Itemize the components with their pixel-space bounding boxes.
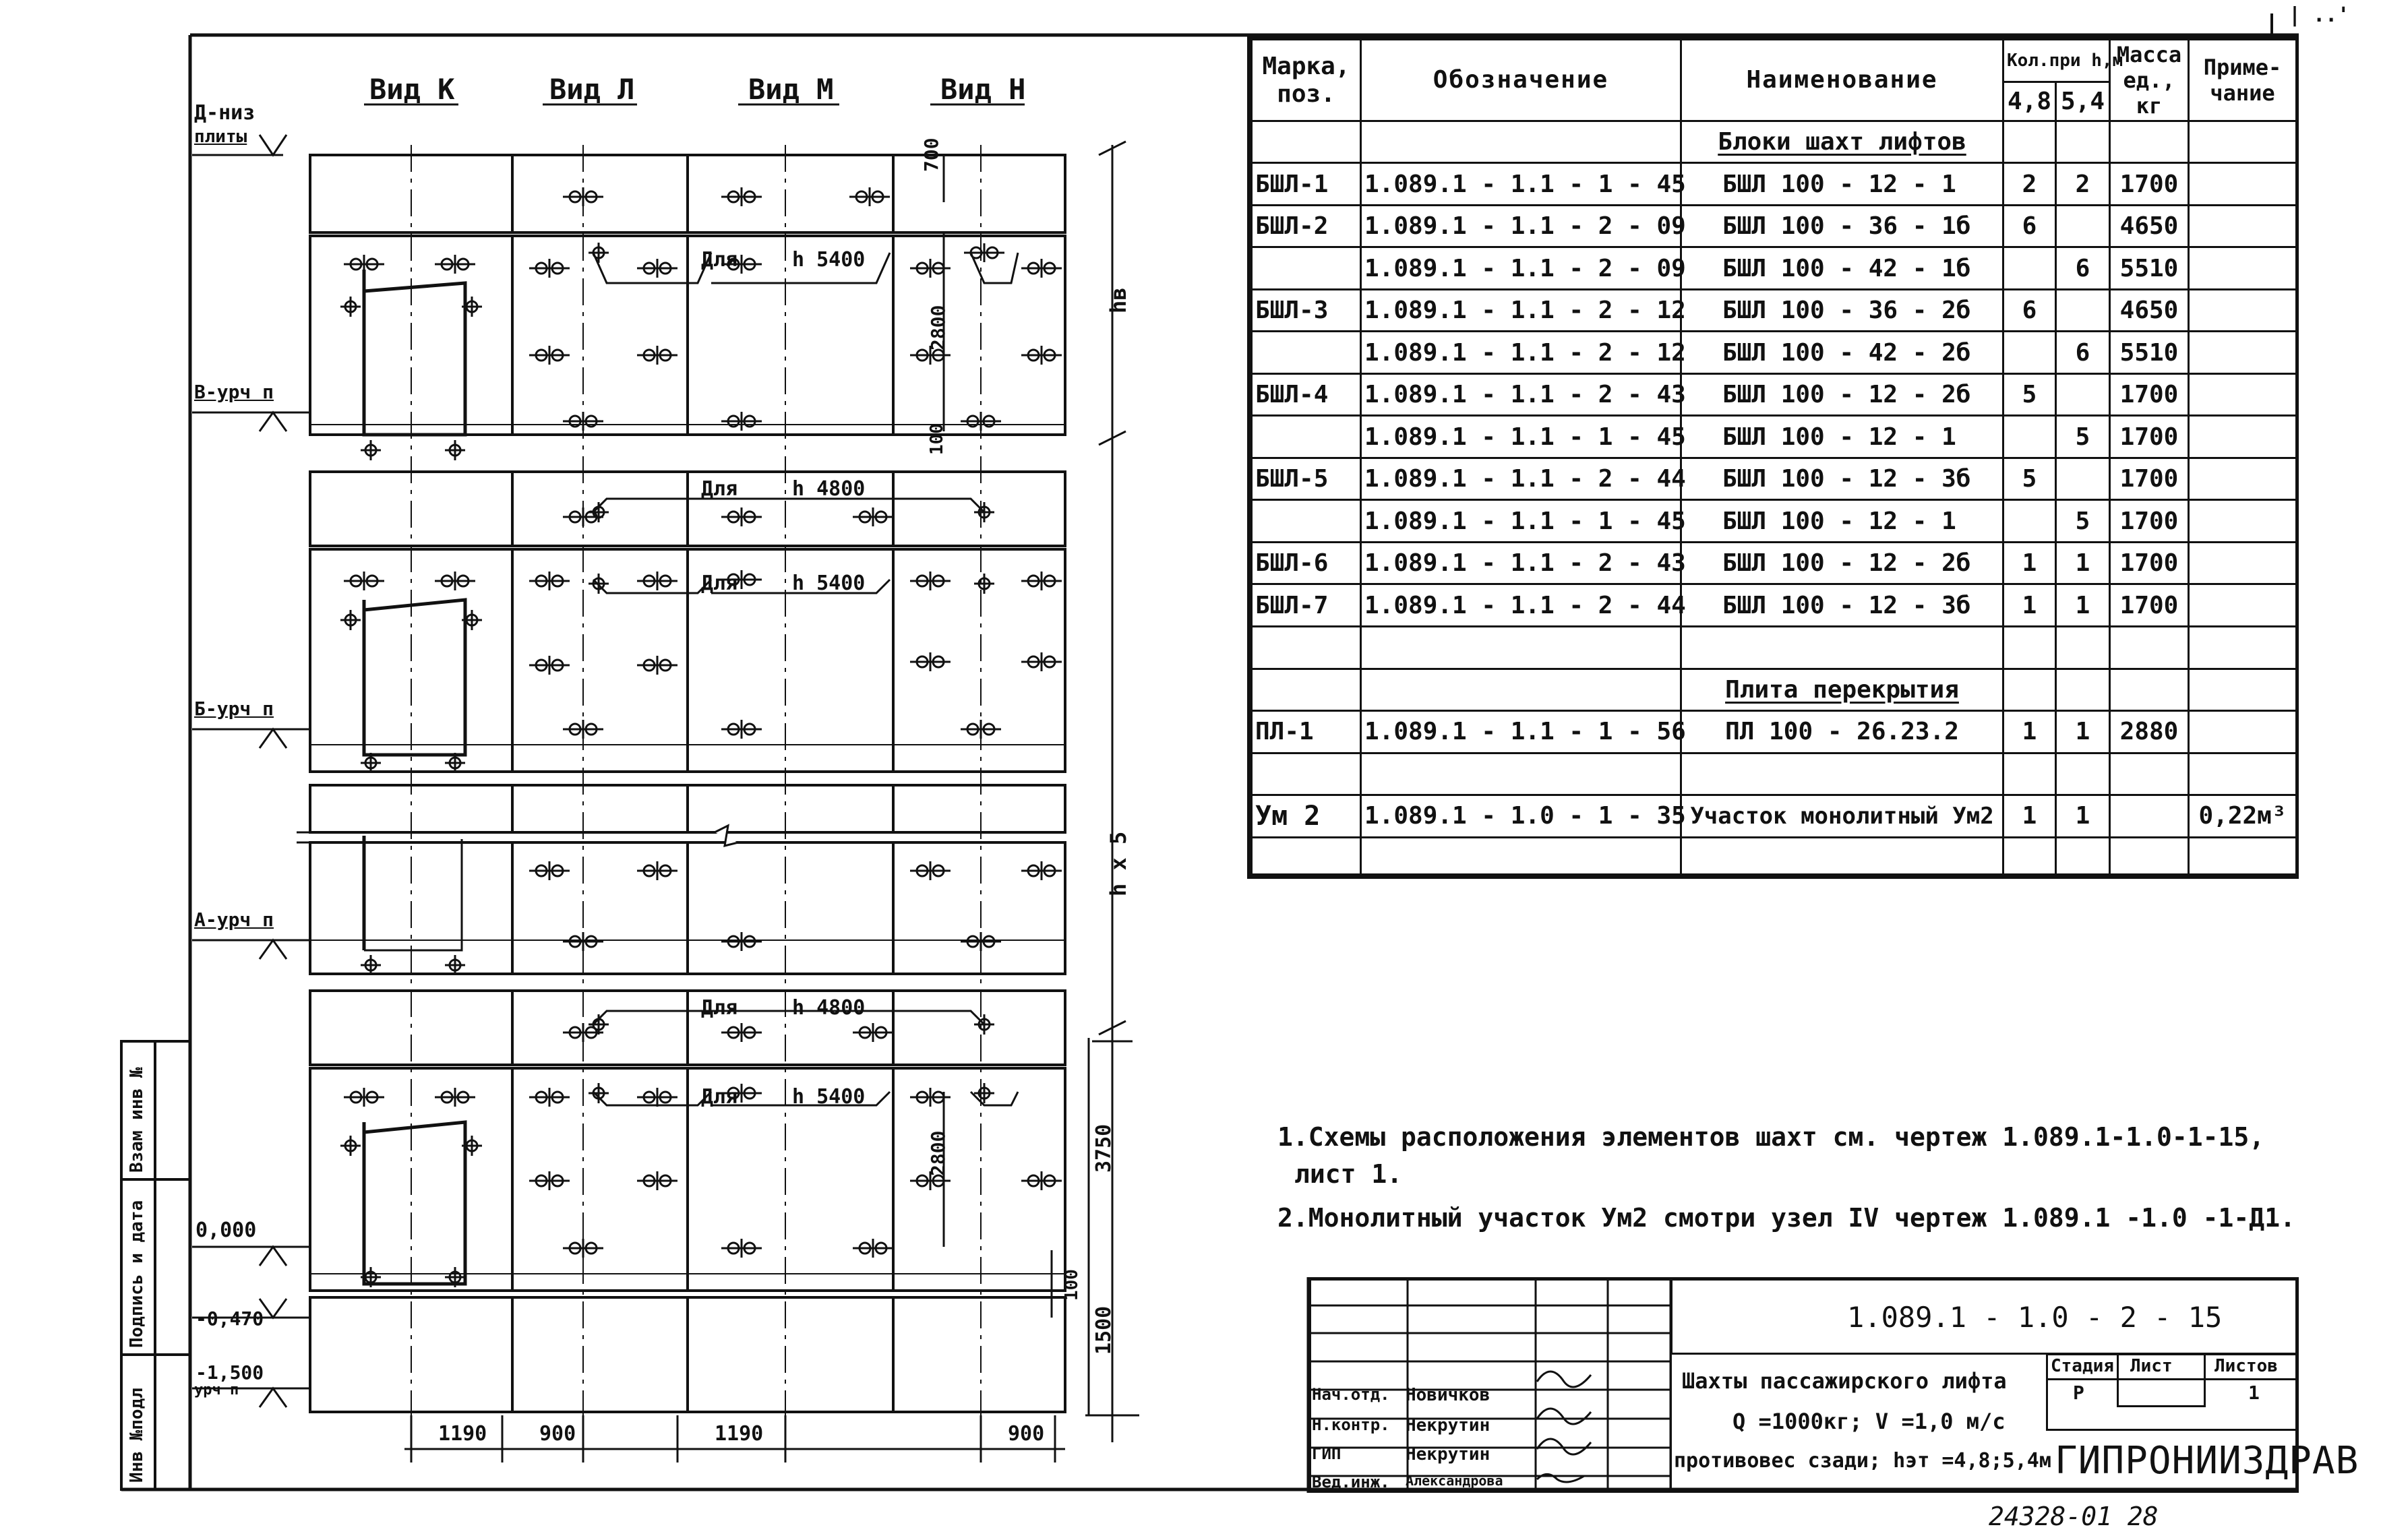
- cell-name: БШЛ 100 - 12 - 1: [1681, 500, 2003, 543]
- table-row: [1252, 205, 2297, 247]
- cell-designation: 1.089.1 - 1.1 - 2 - 09: [1361, 247, 1681, 290]
- cell-note: [2189, 542, 2297, 584]
- cell-note: [2189, 458, 2297, 500]
- dim-2800: 2800: [927, 305, 949, 350]
- note-1-cont: лист 1.: [1294, 1159, 1403, 1189]
- cell-note: [2189, 711, 2297, 753]
- title-line-1: Шахты пассажирского лифта: [1682, 1368, 2007, 1394]
- cell-mass: 1700: [2110, 373, 2189, 416]
- cell-qty-48: 5: [2003, 373, 2056, 416]
- label-dlya: Для: [701, 1085, 738, 1109]
- level-m470: -0,470: [195, 1307, 264, 1330]
- cell-name: БШЛ 100 - 36 - 2б: [1681, 289, 2003, 332]
- level-a: А-урч п: [194, 908, 274, 931]
- dim-100: 100: [927, 423, 947, 455]
- cell-qty-54: [2056, 289, 2110, 332]
- note-1: 1.Схемы расположения элементов шахт см. чертеж 1.089.1-1.0-1-15,: [1277, 1122, 2265, 1152]
- view-m-label: Вид М: [748, 73, 834, 106]
- dim-1190: 1190: [715, 1422, 764, 1446]
- cell-name: БШЛ 100 - 12 - 3б: [1681, 458, 2003, 500]
- table-row: [1252, 711, 2297, 753]
- cell-qty-54: 5: [2056, 500, 2110, 543]
- cell-mark: БШЛ-4: [1252, 373, 1361, 416]
- cell-qty-48: 5: [2003, 458, 2056, 500]
- header-note: Приме- чание: [2189, 40, 2297, 121]
- dim-hv: hв: [1106, 287, 1131, 313]
- label-h5400: h 5400: [792, 248, 866, 272]
- cell-mark: БШЛ-3: [1252, 289, 1361, 332]
- cell-note: [2189, 373, 2297, 416]
- staff-name: Александрова: [1406, 1473, 1503, 1489]
- doc-code: 1.089.1 - 1.0 - 2 - 15: [1847, 1301, 2223, 1334]
- level-d-niz: Д-низ: [194, 101, 255, 125]
- cell-mass: 5510: [2110, 247, 2189, 290]
- cell-designation: 1.089.1 - 1.1 - 2 - 44: [1361, 584, 1681, 627]
- table-row: [1252, 458, 2297, 500]
- cell-note: [2189, 416, 2297, 458]
- cell-name: БШЛ 100 - 12 - 2б: [1681, 373, 2003, 416]
- label-h5400: h 5400: [792, 1085, 866, 1109]
- cell-qty-54: 6: [2056, 247, 2110, 290]
- cell-name: ПЛ 100 - 26.23.2: [1681, 711, 2003, 753]
- table-row: [1252, 416, 2297, 458]
- sheets-value: 1: [2248, 1382, 2260, 1404]
- label-h4800: h 4800: [792, 996, 866, 1020]
- staff-name: Новичков: [1406, 1385, 1490, 1405]
- cell-qty-48: 1: [2003, 542, 2056, 584]
- cell-qty-54: 1: [2056, 584, 2110, 627]
- cell-mass: 1700: [2110, 584, 2189, 627]
- cell-name: БШЛ 100 - 36 - 1б: [1681, 205, 2003, 247]
- cell-note: [2189, 584, 2297, 627]
- header-mass: Масса ед., кг: [2110, 40, 2189, 121]
- cell-qty-54: 1: [2056, 542, 2110, 584]
- cell-note: [2189, 289, 2297, 332]
- dim-1190: 1190: [438, 1422, 487, 1446]
- label-h5400: h 5400: [792, 572, 866, 595]
- staff-role: Нач.отд.: [1312, 1385, 1390, 1404]
- cell-name: БШЛ 100 - 12 - 3б: [1681, 584, 2003, 627]
- table-row: [1252, 289, 2297, 332]
- cell-designation: 1.089.1 - 1.1 - 2 - 09: [1361, 205, 1681, 247]
- dim-2800: 2800: [927, 1130, 949, 1176]
- cell-designation: 1.089.1 - 1.1 - 1 - 45: [1361, 500, 1681, 543]
- cell-mark: [1252, 500, 1361, 543]
- staff-role: Н.контр.: [1312, 1415, 1390, 1434]
- cell-mark: БШЛ-1: [1252, 163, 1361, 206]
- label-h4800: h 4800: [792, 477, 866, 501]
- cell-name: БШЛ 100 - 42 - 1б: [1681, 247, 2003, 290]
- stage-value: Р: [2073, 1382, 2084, 1404]
- cell-qty-54: 1: [2056, 711, 2110, 753]
- sheet-header: Лист: [2130, 1356, 2173, 1376]
- cell-mass: 4650: [2110, 205, 2189, 247]
- cell-mark: [1252, 416, 1361, 458]
- cell-name: БШЛ 100 - 12 - 1: [1681, 163, 2003, 206]
- cell-note: [2189, 163, 2297, 206]
- staff-name: Некрутин: [1406, 1415, 1490, 1436]
- level-m1500-urch: урч п: [194, 1382, 239, 1398]
- cell-qty-48: [2003, 416, 2056, 458]
- cell-mark: БШЛ-5: [1252, 458, 1361, 500]
- cell-qty-48: 6: [2003, 205, 2056, 247]
- stage-header: Стадия: [2051, 1356, 2114, 1376]
- dim-100: 100: [1062, 1269, 1082, 1301]
- cell-mass: 1700: [2110, 163, 2189, 206]
- cell-designation: 1.089.1 - 1.1 - 2 - 43: [1361, 542, 1681, 584]
- cell-note: [2189, 332, 2297, 374]
- cell-qty-54: [2056, 458, 2110, 500]
- header-mark: Марка, поз.: [1252, 40, 1361, 121]
- cell-mark: ПЛ-1: [1252, 711, 1361, 753]
- cell-designation: 1.089.1 - 1.1 - 1 - 45: [1361, 416, 1681, 458]
- dim-700: 700: [920, 137, 942, 172]
- header-qty: Кол.при h,м: [2003, 40, 2110, 82]
- table-row: [1252, 332, 2297, 374]
- cell-qty-54: 5: [2056, 416, 2110, 458]
- cell-qty-48: 1: [2003, 795, 2056, 838]
- header-qty-54: 5,4: [2056, 82, 2110, 121]
- cell-designation: 1.089.1 - 1.1 - 2 - 44: [1361, 458, 1681, 500]
- level-b: Б-урч п: [194, 698, 274, 720]
- view-k-label: Вид К: [369, 73, 455, 106]
- cell-mass: 1700: [2110, 500, 2189, 543]
- header-qty-48: 4,8: [2003, 82, 2056, 121]
- stamp-vzam: Взам инв №: [127, 1067, 147, 1173]
- cell-qty-48: [2003, 500, 2056, 543]
- table-row: [1252, 373, 2297, 416]
- table-row: [1252, 542, 2297, 584]
- dim-1500: 1500: [1092, 1305, 1116, 1355]
- cell-name: БШЛ 100 - 42 - 2б: [1681, 332, 2003, 374]
- cell-mark: [1252, 247, 1361, 290]
- cell-designation: 1.089.1 - 1.0 - 1 - 35: [1361, 795, 1681, 838]
- cell-designation: 1.089.1 - 1.1 - 1 - 45: [1361, 163, 1681, 206]
- corner-mark: | ..': [2289, 3, 2350, 27]
- organization: ГИПРОНИИЗДРАВ: [2055, 1439, 2359, 1483]
- label-dlya: Для: [701, 996, 738, 1020]
- cell-mass: 1700: [2110, 458, 2189, 500]
- cell-name: Участок монолитный Ум2: [1681, 795, 2003, 838]
- cell-mark: БШЛ-6: [1252, 542, 1361, 584]
- cell-designation: 1.089.1 - 1.1 - 2 - 12: [1361, 332, 1681, 374]
- staff-role: ГИП: [1312, 1444, 1342, 1463]
- staff-role: Вед.инж.: [1312, 1473, 1390, 1491]
- cell-name: БШЛ 100 - 12 - 2б: [1681, 542, 2003, 584]
- level-zero: 0,000: [195, 1219, 257, 1242]
- cell-qty-54: 2: [2056, 163, 2110, 206]
- cell-qty-54: [2056, 205, 2110, 247]
- staff-name: Некрутин: [1406, 1444, 1490, 1465]
- level-v: В-урч п: [194, 381, 274, 403]
- cell-designation: 1.089.1 - 1.1 - 2 - 12: [1361, 289, 1681, 332]
- cell-mark: БШЛ-2: [1252, 205, 1361, 247]
- dim-hx5: h x 5: [1106, 831, 1131, 896]
- section-slab: Плита перекрытия: [1681, 669, 2003, 711]
- level-d-niz-plity: плиты: [194, 127, 247, 147]
- level-m1500: -1,500: [195, 1361, 264, 1384]
- cell-name: БШЛ 100 - 12 - 1: [1681, 416, 2003, 458]
- cell-note: [2189, 205, 2297, 247]
- cell-mass: 4650: [2110, 289, 2189, 332]
- cell-designation: 1.089.1 - 1.1 - 2 - 43: [1361, 373, 1681, 416]
- cell-qty-48: 1: [2003, 584, 2056, 627]
- label-dlya: Для: [701, 248, 738, 272]
- sheets-header: Листов: [2214, 1356, 2278, 1376]
- cell-mark: [1252, 332, 1361, 374]
- cell-mass: 1700: [2110, 542, 2189, 584]
- cell-mark: БШЛ-7: [1252, 584, 1361, 627]
- footer-number: 24328-01 28: [1989, 1502, 2159, 1531]
- table-row: [1252, 795, 2297, 838]
- cell-note: [2189, 500, 2297, 543]
- header-name: Наименование: [1681, 40, 2003, 121]
- label-dlya: Для: [701, 572, 738, 595]
- stamp-podpis: Подпись и дата: [127, 1200, 147, 1348]
- header-designation: Обозначение: [1361, 40, 1681, 121]
- dim-3750: 3750: [1092, 1123, 1116, 1173]
- cell-qty-54: 6: [2056, 332, 2110, 374]
- cell-qty-54: 1: [2056, 795, 2110, 838]
- dim-900: 900: [1008, 1422, 1045, 1446]
- cell-note: 0,22м³: [2189, 795, 2297, 838]
- table-row: [1252, 500, 2297, 543]
- cell-qty-48: 2: [2003, 163, 2056, 206]
- cell-note: [2189, 247, 2297, 290]
- cell-mark: Ум 2: [1252, 795, 1361, 838]
- cell-mass: 2880: [2110, 711, 2189, 753]
- cell-qty-48: [2003, 247, 2056, 290]
- cell-designation: 1.089.1 - 1.1 - 1 - 56: [1361, 711, 1681, 753]
- specification-table: [1247, 35, 2299, 879]
- cell-qty-48: 1: [2003, 711, 2056, 753]
- note-2: 2.Монолитный участок Ум2 смотри узел IV чертеж 1.089.1 -1.0 -1-Д1.: [1277, 1203, 2295, 1233]
- table-row: [1252, 584, 2297, 627]
- view-l-label: Вид Л: [549, 73, 635, 106]
- dim-900: 900: [539, 1422, 576, 1446]
- title-line-3: противовес сзади; hэт =4,8;5,4м: [1674, 1449, 2051, 1473]
- stamp-inv-podl: Инв №подл: [127, 1388, 147, 1483]
- cell-qty-54: [2056, 373, 2110, 416]
- section-shaft-blocks: Блоки шахт лифтов: [1681, 121, 2003, 163]
- label-dlya: Для: [701, 477, 738, 501]
- table-row: [1252, 247, 2297, 290]
- cell-mass: [2110, 795, 2189, 838]
- table-row: [1252, 163, 2297, 206]
- cell-mass: 5510: [2110, 332, 2189, 374]
- title-line-2: Q =1000кг; V =1,0 м/с: [1732, 1409, 2006, 1434]
- cell-mass: 1700: [2110, 416, 2189, 458]
- cell-qty-48: 6: [2003, 289, 2056, 332]
- cell-qty-48: [2003, 332, 2056, 374]
- view-n-label: Вид Н: [940, 73, 1026, 106]
